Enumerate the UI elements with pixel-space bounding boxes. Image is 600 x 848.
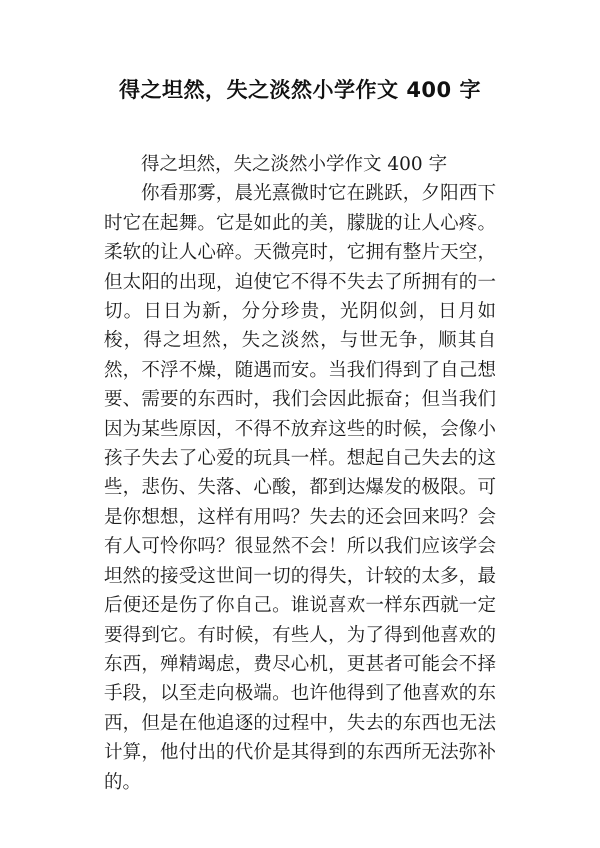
document-subtitle: 得之坦然，失之淡然小学作文 400 字 — [141, 154, 448, 175]
document-body — [104, 150, 496, 797]
document-title: 得之坦然，失之淡然小学作文 400 字 — [119, 78, 481, 102]
body-paragraph: 你看那雾，晨光熹微时它在跳跃，夕阳西下时它在起舞。它是如此的美，朦胧的让人心疼。柔软的让人心碎。天微亮时，它拥有整片天空，但太阳的出现，迫使它不得不失去了所拥有的一切。日日为新，分分珍贵，光阴似剑，日月如梭，得之坦然，失之淡然，与世无争，顺其自然，不浮不燥，随遇而安。当我们得到了自己想要、需要的东西时，我们会因此振奋；但当我们因为某些原因，不得不放弃这些的时候，会像小孩子失去了心爱的玩具一样。想起自己失去的这些，悲伤、失落、心酸，都到达爆发的极限。可是你想想，这样有用吗？失去的还会回来吗？会有人可怜你吗？很显然不会！所以我们应该学会坦然的接受这世间一切的得失，计较的太多，最后便还是伤了你自己。谁说喜欢一样东西就一定要得到它。有时候，有些人，为了得到他喜欢的东西，殚精竭虑，费尽心机，更甚者可能会不择手段，以至走向极端。也许他得到了他喜欢的东西，但是在他追逐的过程中，失去的东西也无法计算，他付出的代价是其得到的东西所无法弥补的。 — [104, 183, 496, 793]
